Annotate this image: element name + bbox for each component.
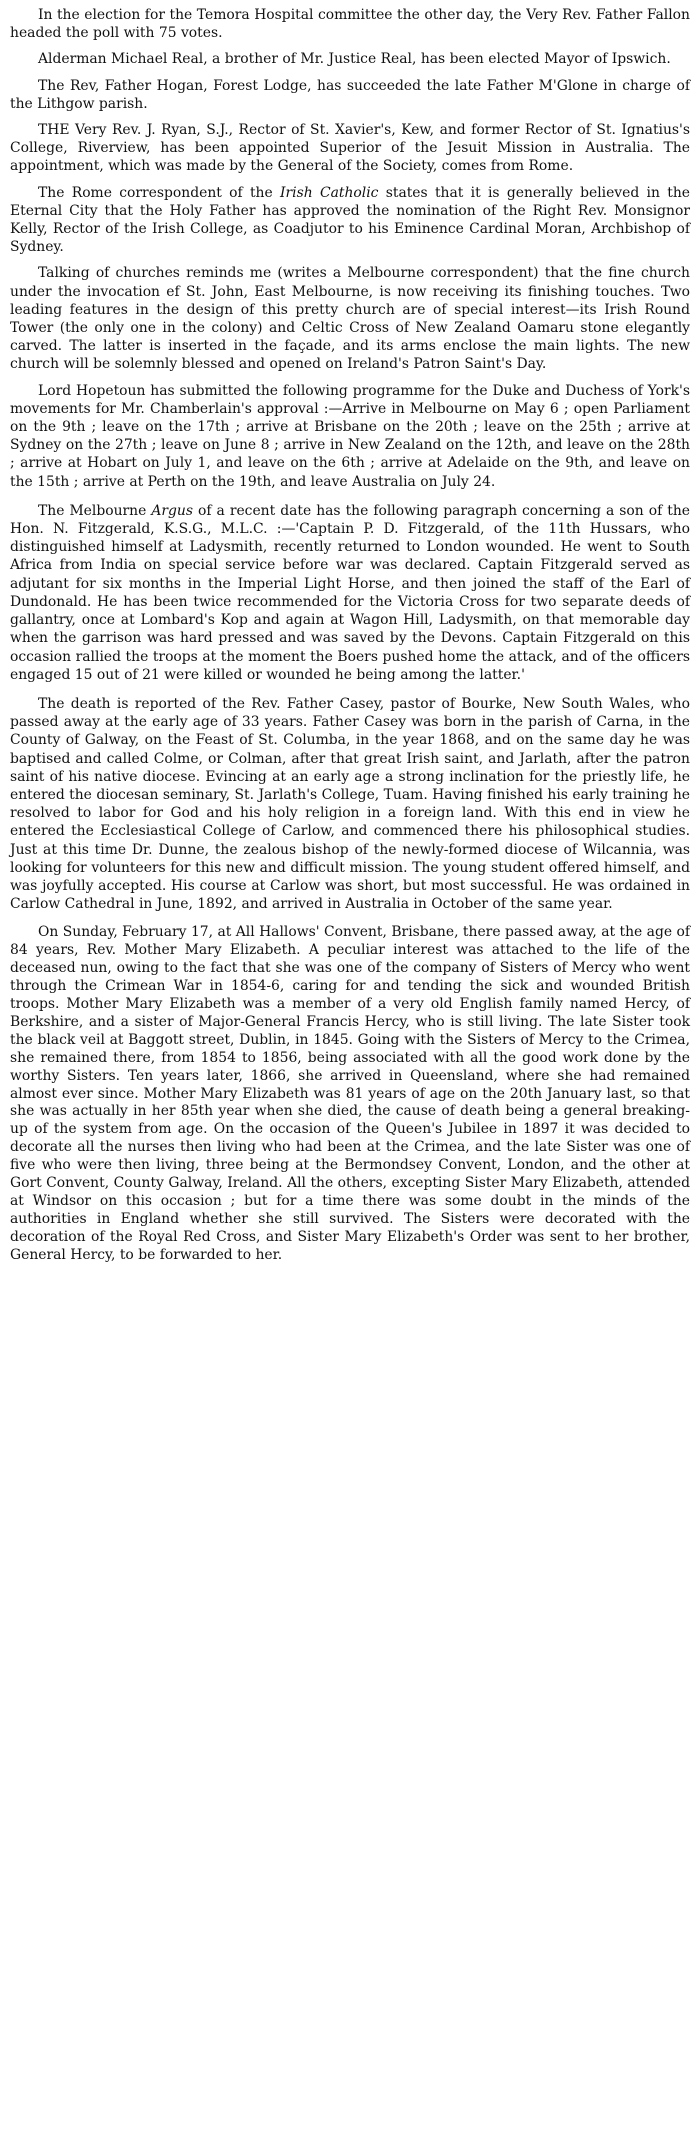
paragraph-text: states that it is generally believed in the Eternal City that the Holy Father has approved the nomination of the Right Rev. Monsignor Kelly, Rector of the Irish College, as Coadjutor to his Eminence Cardinal Moran, Archbishop of Sydney.	[10, 184, 690, 256]
paragraph-text: THE Very Rev. J. Ryan, S.J., Rector of St. Xavier's, Kew, and former Rector of St. Ignatius's College, Riverview, has been appointed Superior of the Jesuit Mission in Australia. The appointment, which was made by the General of the Society, comes from Rome.	[10, 122, 690, 175]
news-paragraph-mother-mary-elizabeth	[10, 924, 690, 1264]
news-paragraph-coadjutor	[10, 184, 690, 257]
paragraph-text: The Rome correspondent of the	[38, 184, 281, 201]
news-paragraph-royal-programme	[10, 382, 690, 491]
news-paragraph-jesuit-mission	[10, 121, 690, 176]
paragraph-text: The Melbourne	[38, 502, 152, 519]
paragraph-text: The death is reported of the Rev. Father Casey, pastor of Bourke, New South Wales, who passed away at the early age of 33 years. Father Casey was born in the parish of Carna, in the County of Galway, on the Feast of St. Columba, in the year 1868, and on the same day he was baptised and called Colme, or Colman, after that great Irish saint, and Jarlath, after the patron saint of his native diocese. Evincing at an early age a strong inclination for the priestly life, he entered the diocesan seminary, St. Jarlath's College, Tuam. Having finished his early training he resolved to labor for God and his holy religion in a foreign land. With this end in view he entered the Ecclesiastical College of Carlow, and commenced there his philosophical studies. Just at this time Dr. Dunne, the zealous bishop of the newly-formed diocese of Wilcannia, was looking for volunteers for this new and difficult mission. The young student offered himself, and was joyfully accepted. His course at Carlow was short, but most successful. He was ordained in Carlow Cathedral in June, 1892, and arrived in Australia in October of the same year.	[10, 695, 690, 913]
paragraph-text: of a recent date has the following paragraph concerning a son of the Hon. N. Fitzgerald, K.S.G., M.L.C. :—'Captain P. D. Fitzgerald, of the 11th Hussars, who distinguished himself at Ladysmith, recently returned to London wounded. He went to South Africa from India on special service before war was declared. Captain Fitzgerald served as adjutant for six months in the Imperial Light Horse, and then joined the staff of the Earl of Dundonald. He has been twice recommended for the Victoria Cross for two separate deeds of gallantry, once at Lombard's Kop and again at Wagon Hill, Ladysmith, on that memorable day when the garrison was hard pressed and was saved by the Devons. Captain Fitzgerald on this occasion rallied the troops at the moment the Boers pushed home the attack, and of the officers engaged 15 out of 21 were killed or wounded he being among the latter.'	[10, 502, 690, 683]
news-paragraph-st-john-church	[10, 264, 690, 373]
newspaper-title: Irish Catholic	[280, 184, 379, 201]
paragraph-text: In the election for the Temora Hospital committee the other day, the Very Rev. Father Fallon headed the poll with 75 votes.	[10, 7, 690, 42]
paragraph-text: The Rev, Father Hogan, Forest Lodge, has succeeded the late Father M'Glone in charge of the Lithgow parish.	[10, 77, 690, 112]
newspaper-title: Argus	[151, 502, 193, 519]
paragraph-text: On Sunday, February 17, at All Hallows' Convent, Brisbane, there passed away, at the age of 84 years, Rev. Mother Mary Elizabeth. A peculiar interest was attached to the life of the deceased nun, owing to the fact that she was one of the company of Sisters of Mercy who went through the Crimean War in 1854-6, caring for and tending the sick and wounded British troops. Mother Mary Elizabeth was a member of a very old English family named Hercy, of Berkshire, and a sister of Major-General Francis Hercy, who is still living. The late Sister took the black veil at Baggott street, Dublin, in 1845. Going with the Sisters of Mercy to the Crimea, she remained there, from 1854 to 1856, being associated with all the good work done by the worthy Sisters. Ten years later, 1866, she arrived in Queensland, where she had remained almost ever since. Mother Mary Elizabeth was 81 years of age on the 20th January last, so that she was actually in her 85th year when she died, the cause of death being a general breaking-up of the system from age. On the occasion of the Queen's Jubilee in 1897 it was decided to decorate all the nurses then living who had been at the Crimea, and the late Sister was one of five who were then living, three being at the Bermondsey Convent, London, and the other at Gort Convent, County Galway, Ireland. All the others, excepting Sister Mary Elizabeth, attended at Windsor on this occasion ; but for a time there was some doubt in the minds of the authorities in England whether she still survived. The Sisters were decorated with the decoration of the Royal Red Cross, and Sister Mary Elizabeth's Order was sent to her brother, General Hercy, to be forwarded to her.	[10, 924, 690, 1263]
paragraph-text: Talking of churches reminds me (writes a Melbourne correspondent) that the fine church under the invocation ef St. John, East Melbourne, is now receiving its finishing touches. Two leading features in the design of this pretty church are of special interest—its Irish Round Tower (the only one in the colony) and Celtic Cross of New Zealand Oamaru stone elegantly carved. The latter is inserted in the façade, and its arms enclose the main lights. The new church will be solemnly blessed and opened on Ireland's Patron Saint's Day.	[10, 265, 690, 373]
news-paragraph-lithgow-parish	[10, 77, 690, 113]
news-paragraph-captain-fitzgerald	[10, 502, 690, 684]
news-paragraph-temora-hospital	[10, 6, 690, 42]
news-paragraph-ipswich-mayor	[10, 50, 690, 68]
paragraph-text: Lord Hopetoun has submitted the following programme for the Duke and Duchess of York's movements for Mr. Chamberlain's approval :—Arrive in Melbourne on May 6 ; open Parliament on the 9th ; leave on the 17th ; arrive at Brisbane on the 20th ; leave on the 25th ; arrive at Sydney on the 27th ; leave on June 8 ; arrive in New Zealand on the 12th, and leave on the 28th ; arrive at Hobart on July 1, and leave on the 6th ; arrive at Adelaide on the 9th, and leave on the 15th ; arrive at Perth on the 19th, and leave Australia on July 24.	[10, 382, 690, 490]
news-paragraph-father-casey	[10, 695, 690, 913]
paragraph-text: Alderman Michael Real, a brother of Mr. Justice Real, has been elected Mayor of Ipswich.	[38, 51, 671, 68]
